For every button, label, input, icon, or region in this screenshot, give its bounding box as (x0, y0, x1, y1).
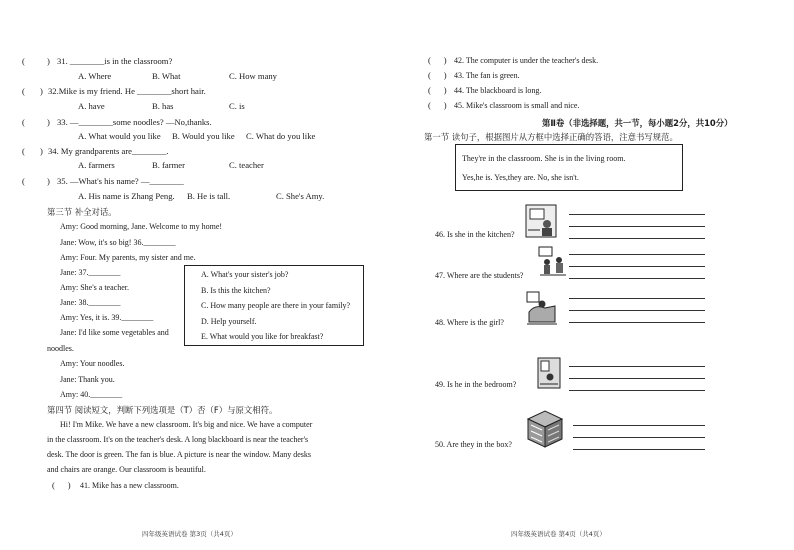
option-d: D. Help yourself. (201, 317, 257, 326)
option-a: A. farmers (78, 160, 115, 170)
dialogue-line-5: Amy: She's a teacher. (60, 283, 129, 292)
kitchen-picture (525, 204, 557, 238)
answer-paren-close: ) (47, 56, 50, 66)
option-a: A. have (78, 101, 105, 111)
answer-choices-line-2: Yes,he is. Yes,they are. No, she isn't. (462, 173, 579, 182)
page-footer: 四年级英语试卷 第3页（共4页） (142, 530, 237, 538)
answer-line (569, 278, 705, 279)
passage-line-2: in the classroom. It's on the teacher's desk. A long blackboard is near the teacher's (47, 435, 309, 444)
question-stem: 35. —What's his name? —________ (57, 176, 184, 186)
question-text: 49. Is he in the bedroom? (435, 380, 517, 389)
question-text: 48. Where is the girl? (435, 318, 504, 327)
tf-question-45: 45. Mike's classroom is small and nice. (454, 101, 580, 110)
option-e: E. What would you like for breakfast? (201, 332, 324, 341)
tf-question-43: 43. The fan is green. (454, 71, 520, 80)
dialogue-line-10: Amy: Your noodles. (60, 359, 125, 368)
dialogue-line-11: Jane: Thank you. (60, 375, 115, 384)
option-a: A. Where (78, 71, 112, 81)
answer-line (569, 390, 705, 391)
answer-paren-open: ( (22, 146, 25, 156)
option-c: C. How many (229, 71, 277, 81)
bedroom-picture (536, 356, 562, 390)
dialogue-line-9: noodles. (47, 344, 74, 353)
option-b: B. He is tall. (187, 191, 231, 201)
question-stem: 33. —________some noodles? —No,thanks. (57, 117, 212, 127)
section4-title: 第四节 阅读短文，判断下列选项是（T）否（F）与原文相符。 (47, 405, 278, 415)
question-stem: 31. ________is in the classroom? (57, 56, 173, 66)
option-c: C. How many people are there in your family? (201, 301, 351, 310)
option-b: B. Is this the kitchen? (201, 286, 271, 295)
page-footer: 四年级英语试卷 第4页（共4页） (511, 530, 606, 538)
dialogue-line-6: Jane: 38.________ (60, 298, 121, 307)
answer-paren-close: ) (47, 176, 50, 186)
dialogue-options-box (184, 265, 364, 346)
answer-line (573, 425, 705, 426)
option-b: B. What (152, 71, 181, 81)
question-stem: 34. My grandparents are________. (48, 146, 169, 156)
answer-paren-open: ( (22, 56, 25, 66)
classroom-students-picture (538, 245, 568, 277)
answer-line (569, 322, 705, 323)
answer-paren: ( ) (428, 70, 447, 80)
answer-line (569, 254, 705, 255)
dialogue-line-2: Jane: Wow, it's so big! 36.________ (60, 238, 176, 247)
dialogue-line-1: Amy: Good morning, Jane. Welcome to my home! (60, 222, 223, 231)
section1-title: 第一节 读句子，根据图片从方框中选择正确的答语，注意书写规范。 (424, 132, 678, 142)
part2-title: 第Ⅱ卷（非选择题，共一节，每小题2分，共10分） (542, 118, 733, 128)
answer-line (569, 226, 705, 227)
answer-paren: ( ) (428, 55, 447, 65)
answer-line (573, 437, 705, 438)
answer-paren-open: ( (22, 176, 25, 186)
answer-line (569, 266, 705, 267)
answer-paren: ( ) (52, 480, 71, 490)
question-text: 46. Is she in the kitchen? (435, 230, 515, 239)
tf-question-41: 41. Mike has a new classroom. (80, 481, 179, 490)
option-a: A. His name is Zhang Peng. (78, 191, 175, 201)
option-a: A. What would you like (78, 131, 161, 141)
answer-paren: ( ) (428, 100, 447, 110)
option-c: C. teacher (229, 160, 264, 170)
answer-line (569, 238, 705, 239)
answer-line (569, 378, 705, 379)
answer-line (569, 366, 705, 367)
passage-line-4: and chairs are orange. Our classroom is beautiful. (47, 465, 206, 474)
right-exam-page (397, 0, 794, 550)
option-b: B. Would you like (172, 131, 235, 141)
section3-title: 第三节 补全对话。 (47, 207, 117, 217)
living-room-picture (525, 290, 559, 326)
option-b: B. farmer (152, 160, 185, 170)
option-c: C. is (229, 101, 245, 111)
option-c: C. What do you like (246, 131, 316, 141)
dialogue-line-7: Amy: Yes, it is. 39.________ (60, 313, 154, 322)
answer-paren-open: ( (22, 86, 25, 96)
tf-question-44: 44. The blackboard is long. (454, 86, 542, 95)
option-a: A. What's your sister's job? (201, 270, 289, 279)
option-c: C. She's Amy. (276, 191, 325, 201)
passage-line-1: Hi! I'm Mike. We have a new classroom. It's big and nice. We have a computer (60, 420, 313, 429)
dialogue-line-12: Amy: 40.________ (60, 390, 123, 399)
answer-paren-close: ) (47, 117, 50, 127)
answer-choices-line-1: They're in the classroom. She is in the living room. (462, 154, 626, 163)
answer-line (569, 298, 705, 299)
question-text: 47. Where are the students? (435, 271, 524, 280)
dialogue-line-4: Jane: 37.________ (60, 268, 121, 277)
answer-paren-close: ) (40, 146, 43, 156)
question-text: 50. Are they in the box? (435, 440, 512, 449)
answer-line (569, 214, 705, 215)
question-stem: 32.Mike is my friend. He ________short hair. (48, 86, 206, 96)
answer-line (573, 449, 705, 450)
answer-line (569, 310, 705, 311)
dialogue-line-8: Jane: I'd like some vegetables and (60, 328, 169, 337)
answer-paren-open: ( (22, 117, 25, 127)
dialogue-line-3: Amy: Four. My parents, my sister and me. (60, 253, 196, 262)
answer-paren: ( ) (428, 85, 447, 95)
answer-paren-close: ) (40, 86, 43, 96)
option-b: B. has (152, 101, 174, 111)
tf-question-42: 42. The computer is under the teacher's desk. (454, 56, 599, 65)
answer-choices-box (455, 144, 683, 191)
passage-line-3: desk. The door is green. The fan is blue. A picture is near the window. Many desks (47, 450, 312, 459)
box-picture (525, 407, 565, 449)
